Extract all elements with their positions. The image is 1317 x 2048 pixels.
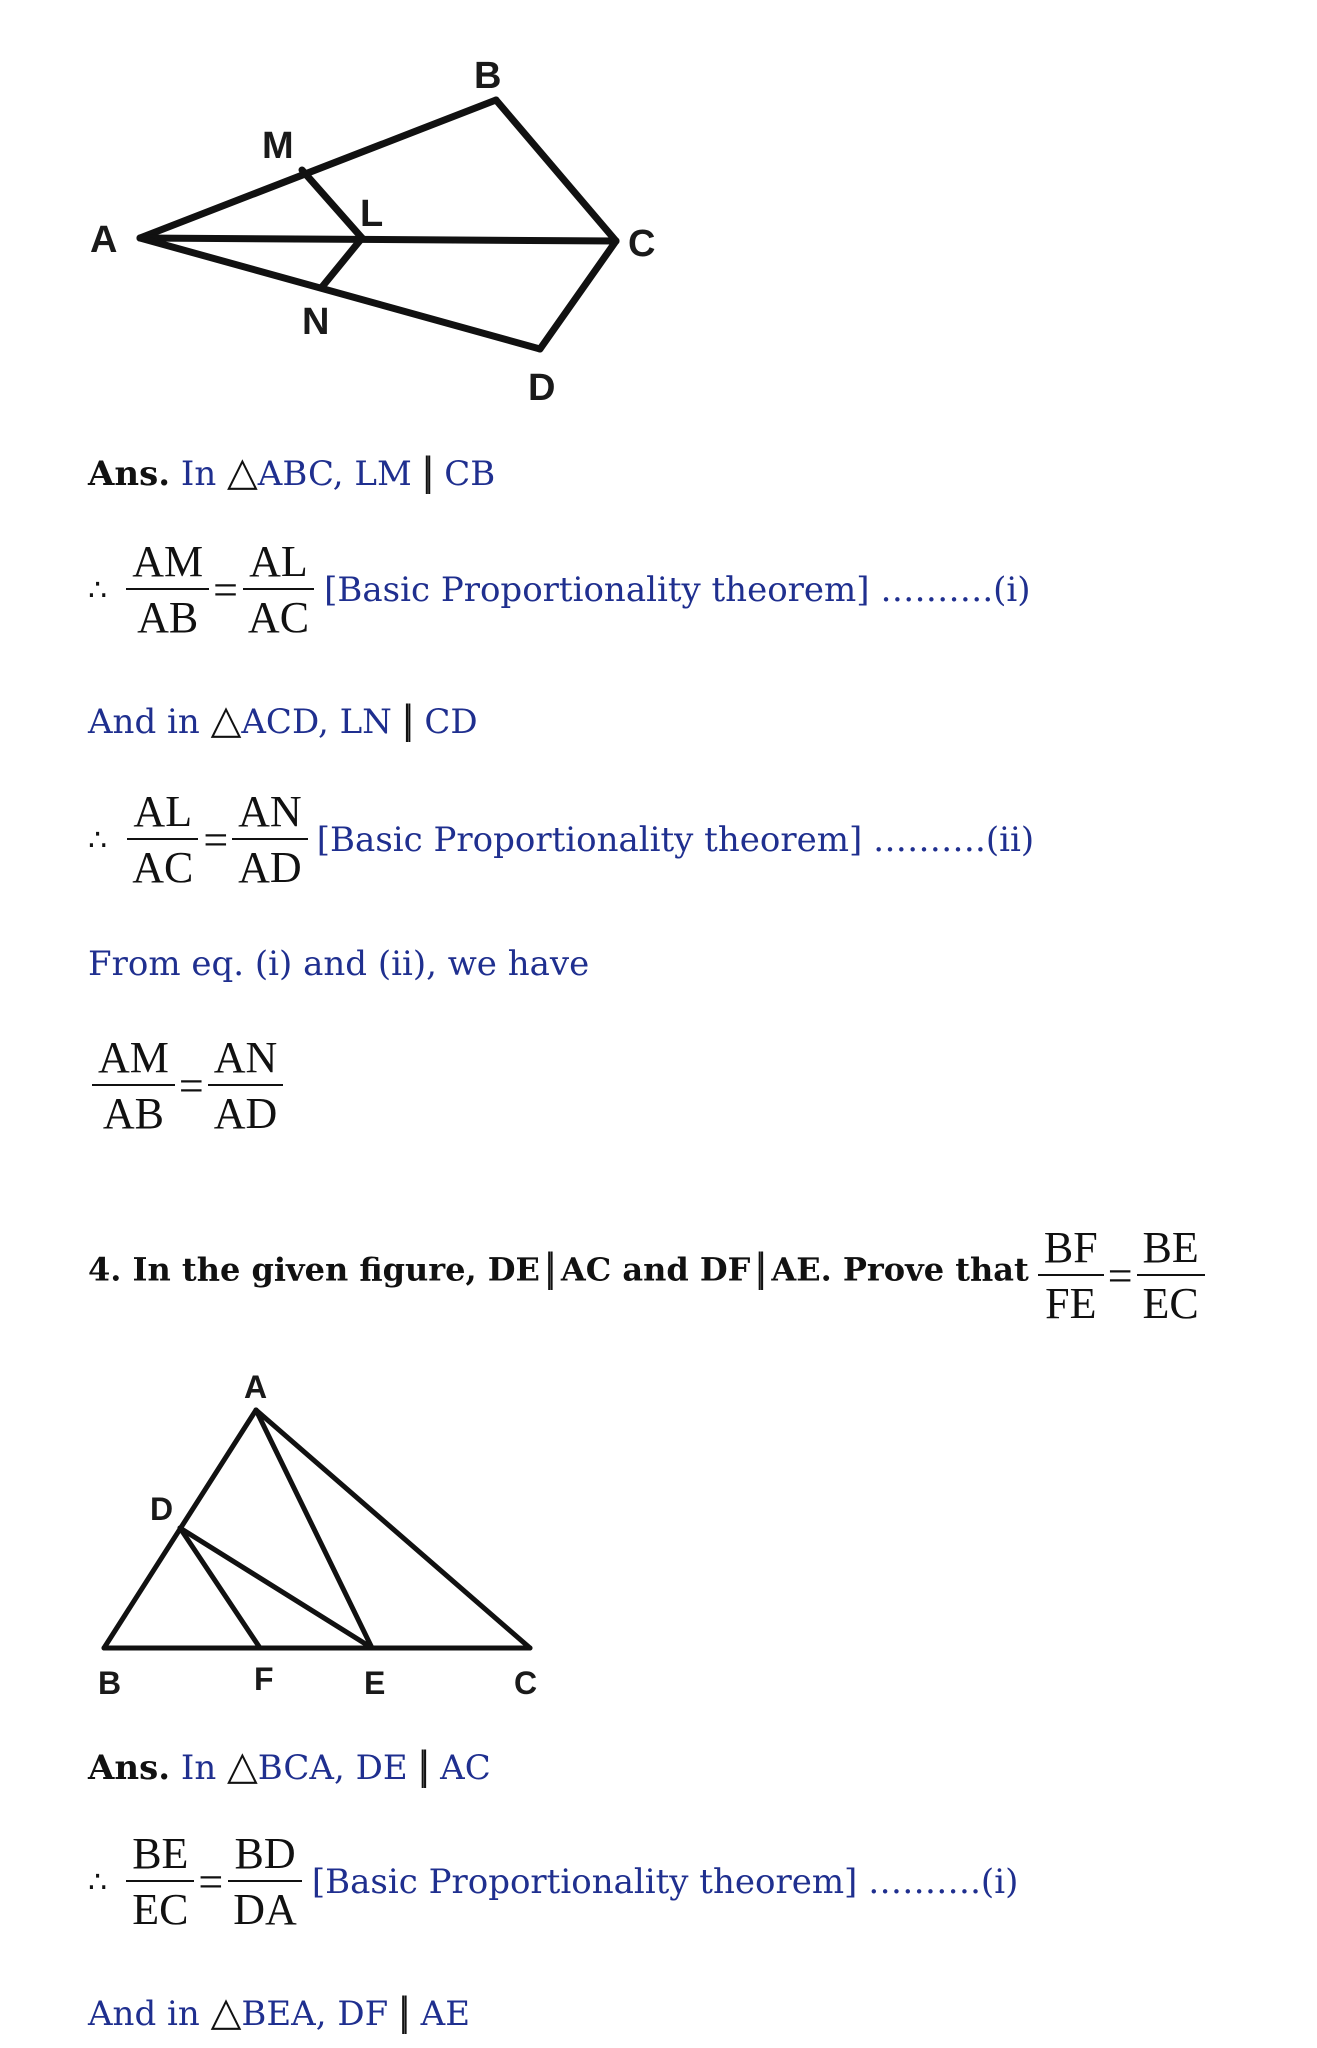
label-m: M	[262, 125, 294, 167]
parallel-symbol: ||	[418, 1743, 424, 1789]
label-n: N	[302, 301, 330, 343]
ans-label: Ans.	[88, 1748, 171, 1788]
triangle-symbol: △	[227, 1743, 258, 1788]
label-a: A	[90, 219, 118, 261]
label-e: E	[364, 1665, 386, 1701]
q3-ans-line1: Ans. In △ABC, LM || CB	[88, 449, 496, 495]
figure-triangle-abc	[0, 1360, 700, 1720]
label-c: C	[628, 223, 656, 265]
therefore-symbol: ∴	[88, 1864, 108, 1900]
q4-ans-line1: Ans. In △BCA, DE || AC	[88, 1743, 491, 1789]
triangle-symbol: △	[210, 1989, 242, 2034]
parallel-symbol: ||	[422, 449, 428, 495]
label-b: B	[98, 1665, 122, 1701]
q3-ans-line3: From eq. (i) and (ii), we have	[88, 944, 590, 984]
q3-equation-2: ∴ $\frac{AL}{AC}$ = $\frac{AN}{AD}$ [Basic Proportionality theorem] ……….(ii)	[88, 787, 1035, 892]
parallel-symbol: ||	[402, 697, 408, 743]
parallel-symbol: ||	[755, 1244, 761, 1291]
label-f: F	[254, 1661, 274, 1697]
q3-equation-3: $\frac{AM}{AB}$ = $\frac{AN}{AD}$	[88, 1036, 287, 1136]
q3-equation-1: ∴ $\frac{AM}{AB}$ = $\frac{AL}{AC}$ [Basic Proportionality theorem] ……….(i)	[88, 537, 1031, 642]
therefore-symbol: ∴	[88, 572, 108, 608]
label-d: D	[150, 1491, 174, 1527]
label-c: C	[514, 1665, 538, 1701]
q3-ans-line2: And in △ACD, LN || CD	[88, 697, 478, 743]
therefore-symbol: ∴	[88, 822, 108, 858]
q4-ans-line2: And in △BEA, DF || AE	[88, 1989, 471, 2035]
label-a: A	[244, 1369, 268, 1405]
parallel-symbol: ||	[399, 1989, 404, 2035]
ans-label: Ans.	[88, 454, 171, 494]
triangle-symbol: △	[227, 449, 258, 494]
label-b: B	[474, 55, 502, 97]
label-l: L	[360, 193, 384, 235]
triangle-symbol: △	[210, 697, 242, 742]
figure-quadrilateral-abcd	[0, 0, 1317, 420]
parallel-symbol: ||	[545, 1244, 550, 1291]
q4-question: 4. In the given figure, DE || AC and DF || AE. Prove that $\frac{BF}{FE}$ = $\frac{BE}{EC}$	[88, 1226, 1209, 1326]
label-d: D	[528, 367, 556, 409]
q4-equation-1: ∴ $\frac{BE}{EC}$ = $\frac{BD}{DA}$ [Basic Proportionality theorem] ……….(i)	[88, 1829, 1019, 1934]
